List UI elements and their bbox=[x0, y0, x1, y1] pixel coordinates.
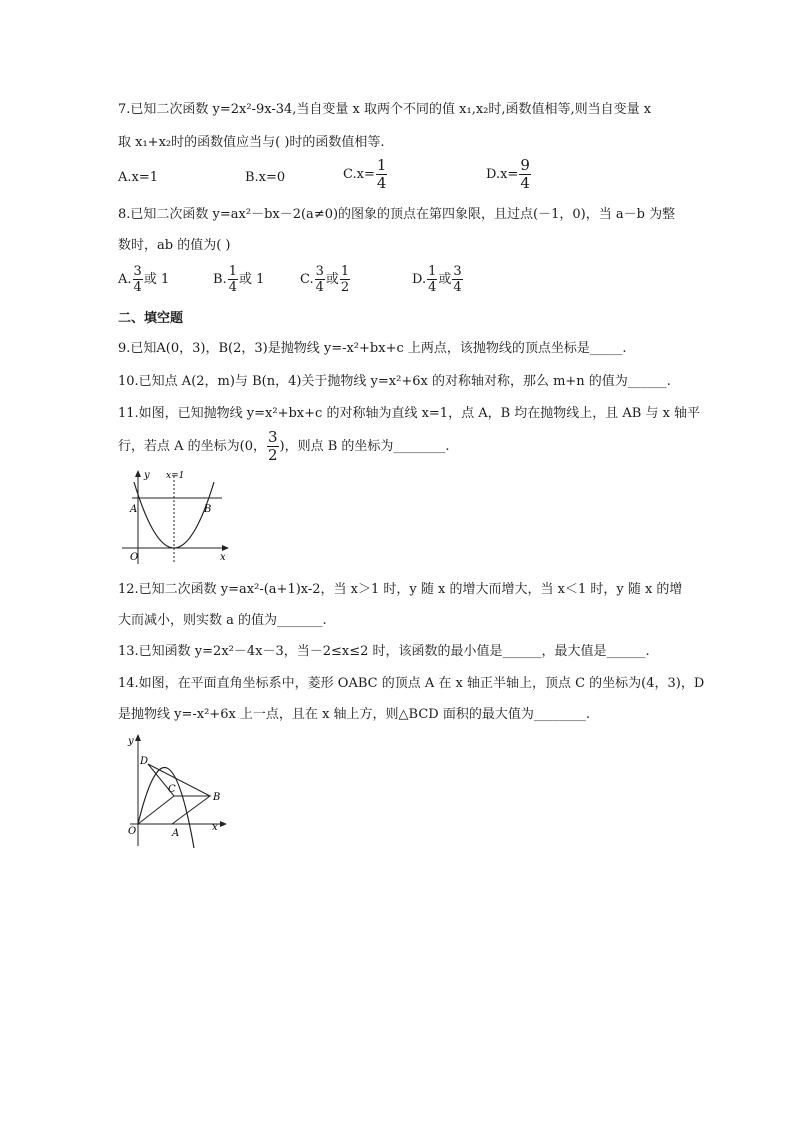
label-O: O bbox=[130, 552, 139, 563]
label-B: B bbox=[213, 792, 221, 803]
label-y: y bbox=[128, 736, 134, 747]
segment-DB bbox=[148, 764, 210, 796]
q10-text: 10.已知点 A(2，m)与 B(n，4)关于抛物线 y=x²+6x 的对称轴对称，那么 m+n 的值为______. bbox=[118, 374, 671, 389]
q7-option-d: D.x= $\frac{9}{4}$ bbox=[486, 156, 530, 192]
y-axis-arrow bbox=[135, 470, 141, 477]
q8-line2: 数时，ab 的值为( ) bbox=[118, 238, 231, 253]
label-C: C bbox=[168, 784, 176, 795]
figure-q11-parabola bbox=[118, 468, 230, 568]
x-axis-arrow bbox=[220, 821, 227, 827]
label-D: D bbox=[140, 756, 149, 767]
q8-option-d: D. $\frac{1}{4}$ 或 $\frac{3}{4}$ bbox=[412, 264, 462, 295]
label-A: A bbox=[172, 828, 180, 839]
q12-line1: 12.已知二次函数 y=ax²-(a+1)x-2，当 x＞1 时，y 随 x 的增大而增大，当 x＜1 时，y 随 x 的增 bbox=[118, 582, 683, 597]
q7-option-b: B.x=0 bbox=[245, 170, 286, 185]
x-axis-arrow bbox=[222, 545, 229, 551]
label-axis-x1: x=1 bbox=[166, 471, 185, 481]
figure-q14-rhombus bbox=[116, 730, 228, 850]
q7-option-a: A.x=1 bbox=[118, 170, 159, 185]
q14-line1: 14.如图，在平面直角坐标系中，菱形 OABC 的顶点 A 在 x 轴正半轴上，顶点 C 的坐标为(4，3)，D bbox=[118, 676, 705, 691]
q14-line2: 是抛物线 y=-x²+6x 上一点，且在 x 轴上方，则△BCD 面积的最大值为________. bbox=[118, 707, 590, 722]
q7-line2: 取 x₁+x₂时的函数值应当与( )时的函数值相等. bbox=[118, 135, 385, 150]
q8-option-b: B. $\frac{1}{4}$ 或 1 bbox=[213, 264, 265, 295]
q7-line1: 7.已知二次函数 y=2x²-9x-34,当自变量 x 取两个不同的值 x₁,x₂时,函数值相等,则当自变量 x bbox=[118, 102, 652, 117]
label-B: B bbox=[204, 504, 212, 515]
q13-text: 13.已知函数 y=2x²－4x－3，当－2≤x≤2 时，该函数的最小值是______，最大值是______. bbox=[118, 644, 650, 659]
label-O: O bbox=[128, 826, 137, 837]
label-x: x bbox=[212, 822, 218, 833]
parabola-curve bbox=[138, 767, 194, 848]
label-x: x bbox=[220, 552, 226, 563]
q7-option-c: C.x= $\frac{1}{4}$ bbox=[343, 156, 387, 192]
q9-text: 9.已知A(0，3)，B(2，3)是抛物线 y=-x²+bx+c 上两点，该抛物线的顶点坐标是_____. bbox=[118, 341, 627, 356]
y-axis-arrow bbox=[135, 734, 141, 741]
q11-line2: 行，若点 A 的坐标为(0， $\frac{3}{2}$ )，则点 B 的坐标为________. bbox=[118, 428, 450, 464]
label-y: y bbox=[144, 470, 150, 481]
parabola-curve bbox=[134, 482, 214, 548]
label-A: A bbox=[130, 504, 138, 515]
q8-line1: 8.已知二次函数 y=ax²－bx－2(a≠0)的图象的顶点在第四象限，且过点(－1，0)，当 a－b 为整 bbox=[118, 207, 676, 222]
q12-line2: 大而减小，则实数 a 的值为_______. bbox=[118, 613, 327, 628]
q11-line1: 11.如图，已知抛物线 y=x²+bx+c 的对称轴为直线 x=1，点 A，B 均在抛物线上，且 AB 与 x 轴平 bbox=[118, 406, 701, 421]
section-fill-in-title: 二、填空题 bbox=[118, 311, 184, 326]
rhombus-OABC bbox=[138, 796, 210, 824]
q8-option-c: C. $\frac{3}{4}$ 或 $\frac{1}{2}$ bbox=[300, 264, 350, 295]
q8-option-a: A. $\frac{3}{4}$ 或 1 bbox=[118, 264, 170, 295]
